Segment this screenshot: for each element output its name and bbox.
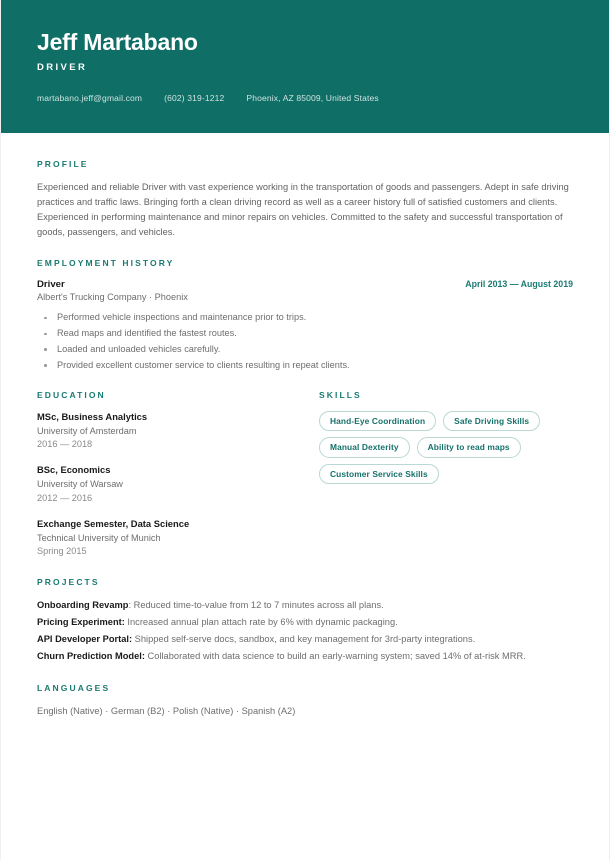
contact-info [37, 93, 573, 103]
section-profile [37, 159, 573, 240]
project-description: Increased annual plan attach rate by 6% with dynamic packaging. [124, 616, 398, 627]
section-title-projects: PROJECTS [37, 576, 100, 587]
skill-pill[interactable]: Manual Dexterity [319, 437, 410, 458]
project-item [37, 632, 573, 647]
education-skills-row [37, 390, 573, 559]
education-degree: MSc, Business Analytics [37, 410, 148, 422]
education-degree: BSc, Economics [37, 464, 111, 476]
skill-pill[interactable]: Safe Driving Skills [443, 411, 540, 432]
education-years: 2016 — 2018 [37, 438, 93, 449]
section-education [37, 390, 319, 559]
education-years: 2012 — 2016 [37, 492, 93, 503]
contact-email[interactable]: martabano.jeff@gmail.com [37, 93, 143, 104]
job-bullet: Performed vehicle inspections and maintenance prior to trips. [37, 310, 573, 326]
section-languages [37, 683, 573, 719]
education-item [37, 464, 319, 505]
resume-body [1, 133, 609, 719]
job-bullet: Provided excellent customer service to clients resulting in repeat clients. [37, 358, 573, 374]
job-bullet: Loaded and unloaded vehicles carefully. [37, 342, 573, 358]
education-school: Technical University of Munich [37, 532, 161, 543]
education-years: Spring 2015 [37, 546, 87, 557]
project-label: Churn Prediction Model: [37, 650, 145, 661]
project-item [37, 649, 573, 664]
section-title-languages: LANGUAGES [37, 682, 111, 693]
section-title-employment: EMPLOYMENT HISTORY [37, 258, 175, 269]
project-separator: : [128, 599, 132, 610]
project-description: Shipped self-serve docs, sandbox, and key management for 3rd-party integrations. [132, 633, 476, 644]
skill-pill[interactable]: Ability to read maps [417, 437, 521, 458]
education-school: University of Amsterdam [37, 425, 137, 436]
job-dates: April 2013 — August 2019 [465, 279, 573, 290]
job-title: Driver [37, 279, 65, 291]
project-description: Reduced time-to-value from 12 to 7 minutes across all plans. [131, 599, 384, 610]
contact-location: Phoenix, AZ 85009, United States [246, 93, 379, 104]
section-employment [37, 258, 573, 373]
candidate-role: DRIVER [37, 62, 88, 74]
section-title-profile: PROFILE [37, 159, 89, 169]
job-header [37, 279, 573, 290]
education-item [37, 411, 319, 452]
contact-phone[interactable]: (602) 319-1212 [164, 93, 225, 104]
project-item [37, 615, 573, 630]
skill-pill[interactable]: Customer Service Skills [319, 464, 439, 485]
project-label: API Developer Portal: [37, 633, 133, 644]
education-degree: Exchange Semester, Data Science [37, 517, 190, 529]
candidate-name: Jeff Martabano [37, 28, 198, 55]
project-description: Collaborated with data science to build an early-warning system; saved 14% of at-risk MRR. [144, 650, 526, 661]
employment-item [37, 279, 573, 373]
education-item [37, 518, 319, 559]
education-school: University of Warsaw [37, 479, 123, 490]
project-label: Pricing Experiment: [37, 616, 125, 627]
skills-list [319, 411, 569, 485]
languages-text: English (Native) · German (B2) · Polish (Native) · Spanish (A2) [37, 705, 296, 716]
section-projects [37, 577, 573, 664]
resume-header [1, 0, 609, 133]
job-bullet: Read maps and identified the fastest routes. [37, 326, 573, 342]
project-item [37, 598, 573, 613]
section-skills [319, 390, 573, 485]
job-company: Albert's Trucking Company · Phoenix [37, 292, 188, 303]
section-title-education: EDUCATION [37, 389, 106, 400]
project-label: Onboarding Revamp [37, 599, 129, 610]
job-bullet-list [37, 310, 573, 373]
section-title-skills: SKILLS [319, 389, 362, 400]
profile-text: Experienced and reliable Driver with vast experience working in the transportation of goods and passengers. Adept in safe driving practices and traffic laws. Bringing forth a clean driving record as well as a career history full of satisfied customers and clients. Experienced in performing maintenance and minor repairs on vehicles. Committed to the safety and successful transportation of goods, passengers, and vehicles. [37, 182, 569, 238]
skill-pill[interactable]: Hand-Eye Coordination [319, 411, 436, 432]
